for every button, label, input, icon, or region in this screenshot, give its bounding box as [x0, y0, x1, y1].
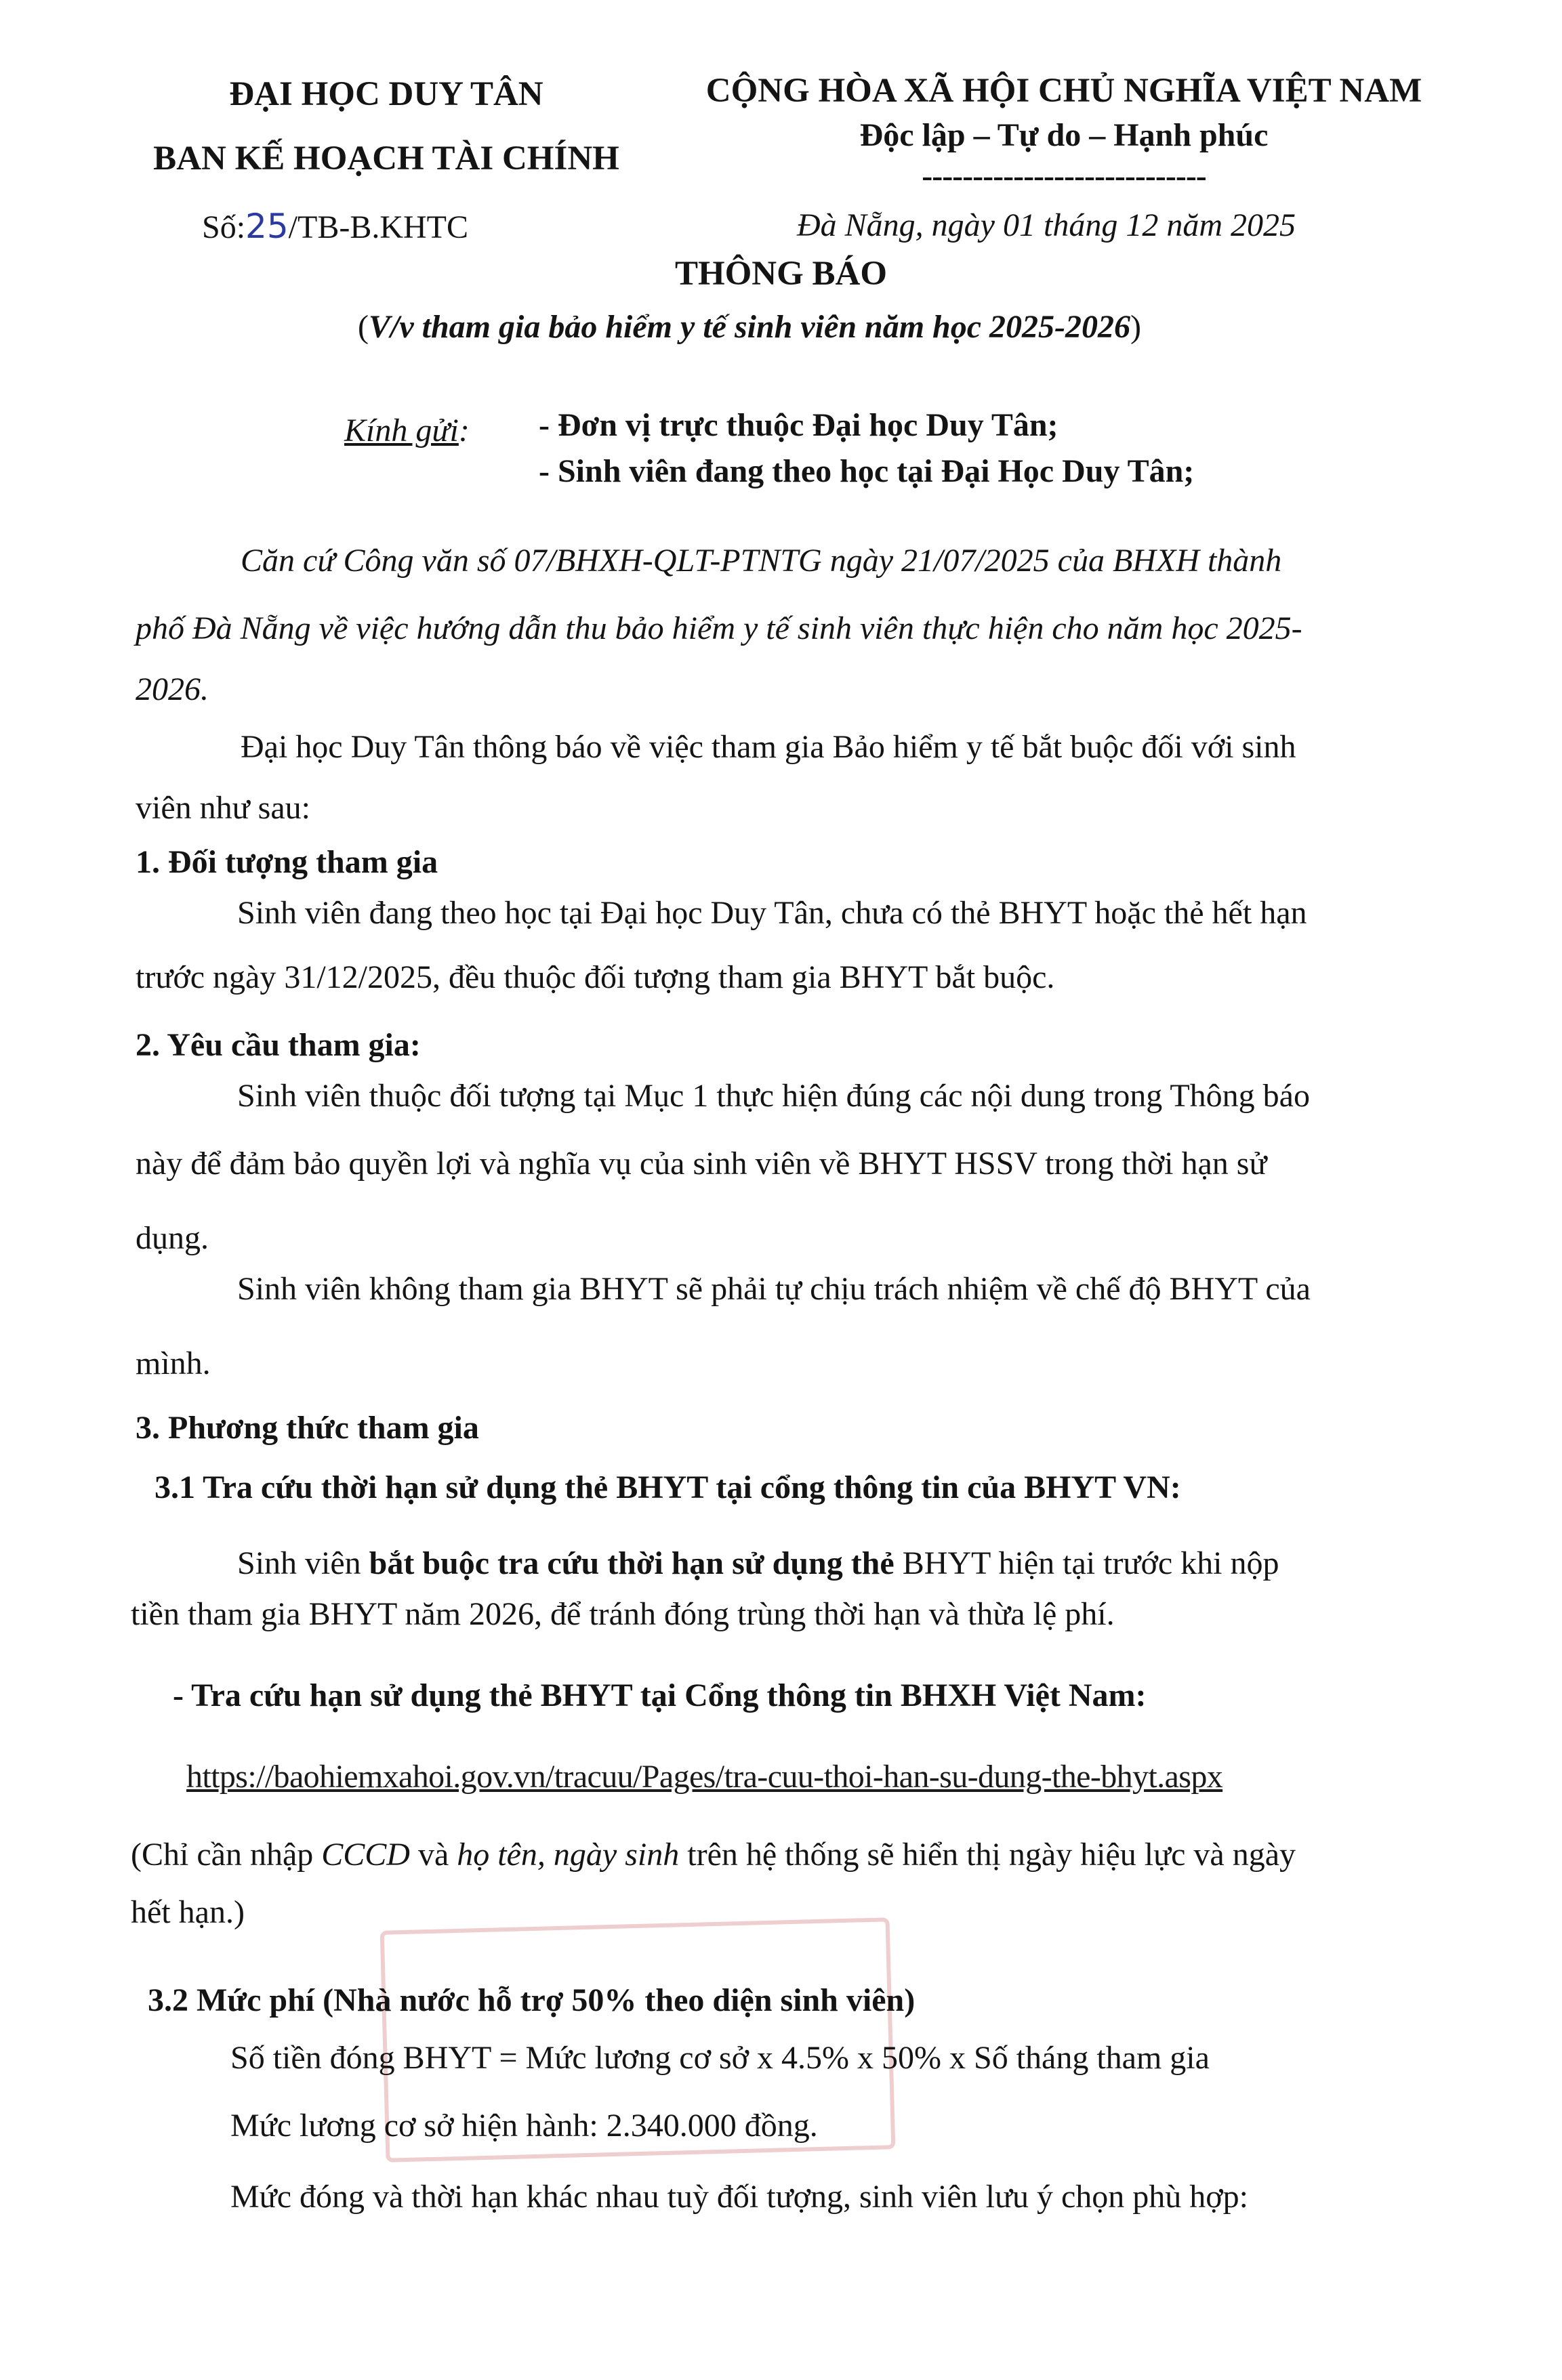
section-3-1-heading: 3.1 Tra cứu thời hạn sử dụng thẻ BHYT tại cổng thông tin của BHYT VN: [155, 1469, 1181, 1505]
lookup-bullet: - Tra cứu hạn sử dụng thẻ BHYT tại Cổng thông tin BHXH Việt Nam: [173, 1677, 1147, 1713]
basis-line-2: phố Đà Nẵng về việc hướng dẫn thu bảo hiểm y tế sinh viên thực hiện cho năm học 2025- [136, 610, 1302, 646]
org-department: BAN KẾ HOẠCH TÀI CHÍNH [153, 140, 619, 178]
recipient-units: - Đơn vị trực thuộc Đại học Duy Tân; [539, 407, 1059, 443]
nation-motto: Độc lập – Tự do – Hạnh phúc [859, 117, 1269, 153]
fee-formula: Số tiền đóng BHYT = Mức lương cơ sở x 4.5% x 50% x Số tháng tham gia [230, 2040, 1210, 2076]
document-number-handwritten: 25 [245, 207, 289, 246]
notice-subject: (V/v tham gia bảo hiểm y tế sinh viên năm học 2025-2026) [358, 309, 1142, 345]
section-2-heading: 2. Yêu cầu tham gia: [136, 1027, 421, 1063]
lookup-note-line-1: (Chỉ cần nhập CCCD và họ tên, ngày sinh trên hệ thống sẽ hiển thị ngày hiệu lực và ngày [131, 1837, 1296, 1873]
section-2-p1-line-2: này để đảm bảo quyền lợi và nghĩa vụ của sinh viên về BHYT HSSV trong thời hạn sử [136, 1146, 1267, 1182]
intro-line-2: viên như sau: [136, 790, 310, 826]
intro-line-1: Đại học Duy Tân thông báo về việc tham gia Bảo hiểm y tế bắt buộc đối với sinh [241, 729, 1296, 765]
document-number-prefix: Số: [202, 209, 246, 245]
section-1-line-2: trước ngày 31/12/2025, đều thuộc đối tượng tham gia BHYT bắt buộc. [136, 959, 1055, 995]
lookup-note-line-2: hết hạn.) [131, 1894, 245, 1930]
lookup-url-link[interactable]: https://baohiemxahoi.gov.vn/tracuu/Pages/tra-cuu-thoi-han-su-dung-the-bhyt.aspx [186, 1759, 1223, 1795]
notice-title: THÔNG BÁO [674, 255, 888, 293]
section-3-2-heading: 3.2 Mức phí (Nhà nước hỗ trợ 50% theo diện sinh viên) [148, 1982, 916, 2018]
basis-line-1: Căn cứ Công văn số 07/BHXH-QLT-PTNTG ngày 21/07/2025 của BHXH thành [241, 543, 1282, 579]
section-2-p2-line-1: Sinh viên không tham gia BHYT sẽ phải tự chịu trách nhiệm về chế độ BHYT của [237, 1271, 1311, 1307]
recipient-students: - Sinh viên đang theo học tại Đại Học Duy Tân; [539, 453, 1195, 489]
org-name: ĐẠI HỌC DUY TÂN [229, 75, 543, 113]
recipients-label: Kính gửi: [344, 413, 470, 448]
notice-subject-text: V/v tham gia bảo hiểm y tế sinh viên năm học 2025-2026 [368, 309, 1131, 345]
base-salary: Mức lương cơ sở hiện hành: 2.340.000 đồng. [230, 2108, 818, 2144]
section-3-1-line-1: Sinh viên bắt buộc tra cứu thời hạn sử dụng thẻ BHYT hiện tại trước khi nộp [237, 1545, 1279, 1581]
document-number [202, 207, 468, 246]
section-2-p2-line-2: mình. [136, 1345, 211, 1381]
section-3-heading: 3. Phương thức tham gia [136, 1410, 479, 1446]
basis-line-3: 2026. [136, 671, 209, 707]
section-2-p1-line-3: dụng. [136, 1220, 209, 1256]
nation-rule: ---------------------------- [922, 158, 1206, 194]
nation-title: CỘNG HÒA XÃ HỘI CHỦ NGHĨA VIỆT NAM [705, 72, 1422, 110]
section-2-p1-line-1: Sinh viên thuộc đối tượng tại Mục 1 thực hiện đúng các nội dung trong Thông báo [237, 1078, 1310, 1114]
section-3-1-line-2: tiền tham gia BHYT năm 2026, để tránh đóng trùng thời hạn và thừa lệ phí. [131, 1596, 1115, 1632]
place-date: Đà Nẵng, ngày 01 tháng 12 năm 2025 [797, 207, 1296, 243]
section-1-line-1: Sinh viên đang theo học tại Đại học Duy Tân, chưa có thẻ BHYT hoặc thẻ hết hạn [237, 895, 1307, 931]
document-number-suffix: /TB-B.KHTC [288, 209, 468, 245]
fee-note: Mức đóng và thời hạn khác nhau tuỳ đối tượng, sinh viên lưu ý chọn phù hợp: [230, 2179, 1249, 2215]
section-1-heading: 1. Đối tượng tham gia [136, 844, 438, 880]
